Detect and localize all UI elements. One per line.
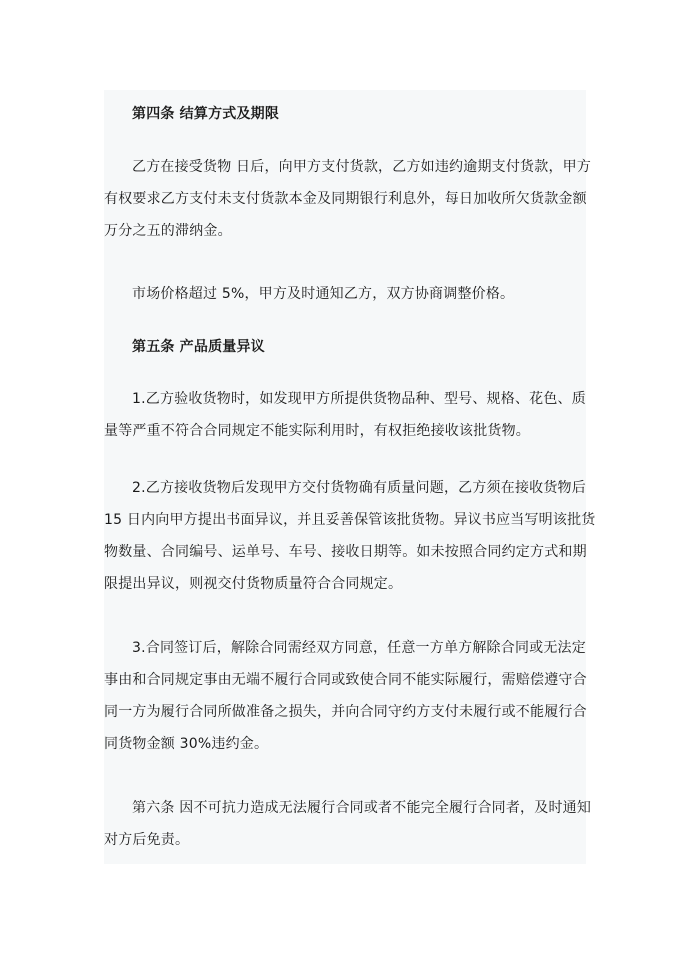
article-5-item-3-line: 同货物金额 30%违约金。 (104, 736, 269, 752)
article-4-paragraph-line: 有权要求乙方支付未支付货款本金及同期银行利息外，每日加收所欠货款金额 (104, 191, 587, 207)
article-5-item-1-line: 1.乙方验收货物时，如发现甲方所提供货物品种、型号、规格、花色、质 (132, 391, 586, 407)
article-4-heading: 第四条 结算方式及期限 (132, 106, 280, 122)
article-5-item-3-line: 事由和合同规定事由无端不履行合同或致使合同不能实际履行，需赔偿遵守合 (104, 672, 587, 688)
article-5-item-2-line: 2.乙方接收货物后发现甲方交付货物确有质量问题，乙方须在接收货物后 (132, 480, 586, 496)
article-4-paragraph-line: 乙方在接受货物 日后，向甲方支付货款，乙方如违约逾期支付货款，甲方 (132, 159, 592, 175)
article-5-heading: 第五条 产品质量异议 (132, 339, 265, 355)
article-5-item-3-line: 3.合同签订后，解除合同需经双方同意，任意一方单方解除合同或无法定 (132, 640, 586, 656)
article-5-item-2-line: 限提出异议，则视交付货物质量符合合同规定。 (104, 576, 403, 592)
article-5-item-2-line: 物数量、合同编号、运单号、车号、接收日期等。如未按照合同约定方式和期 (104, 544, 587, 560)
article-6-line: 对方后免责。 (104, 832, 190, 848)
article-5-item-3-line: 同一方为履行合同所做准备之损失，并向合同守约方支付未履行或不能履行合 (104, 704, 587, 720)
article-4-price-clause: 市场价格超过 5%，甲方及时通知乙方，双方协商调整价格。 (132, 286, 515, 302)
article-6-line: 第六条 因不可抗力造成无法履行合同或者不能完全履行合同者，及时通知 (132, 800, 592, 816)
document-body (104, 90, 596, 864)
article-5-item-2-line: 15 日内向甲方提出书面异议，并且妥善保管该批货物。异议书应当写明该批货 (104, 512, 596, 528)
article-5-item-1-line: 量等严重不符合合同规定不能实际利用时，有权拒绝接收该批货物。 (104, 423, 530, 439)
article-4-paragraph-line: 万分之五的滞纳金。 (104, 223, 232, 239)
